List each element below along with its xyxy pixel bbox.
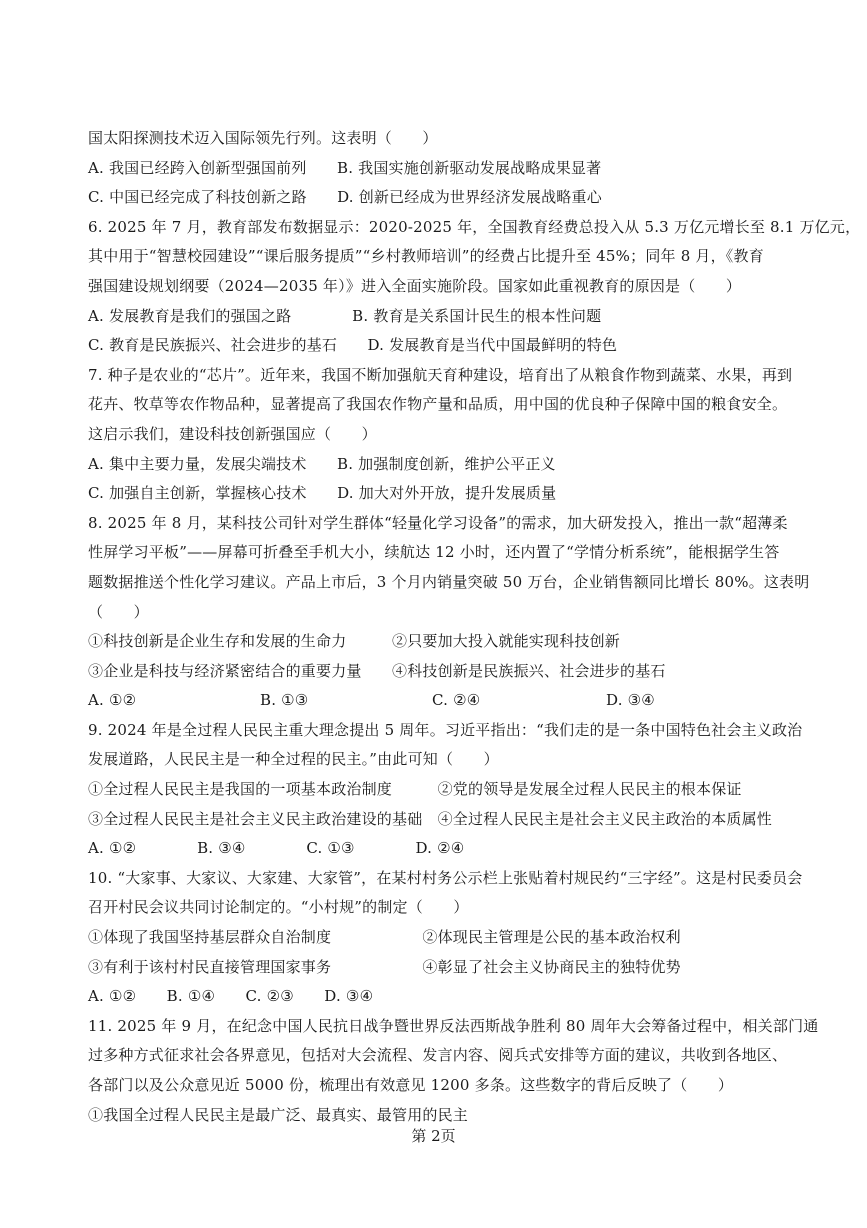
q9-answer-options: A. ①② B. ③④ C. ①③ D. ②④ — [88, 839, 465, 858]
q8-statements-34: ③企业是科技与经济紧密结合的重要力量 ④科技创新是民族振兴、社会进步的基石 — [88, 661, 666, 680]
q10-stem-line-1: 10. “大家事、大家议、大家建、大家管”，在某村村务公示栏上张贴着村规民约“三字经”。这是村民委员会 — [88, 868, 803, 887]
q7-options-ab: A. 集中主要力量，发展尖端技术 B. 加强制度创新，维护公平正义 — [88, 454, 556, 473]
q8-option-a: A. ①② — [88, 691, 137, 710]
q7-stem-line-1: 7. 种子是农业的“芯片”。近年来，我国不断加强航天育种建设，培育出了从粮食作物到蔬菜、水果，再到 — [88, 365, 793, 384]
q6-stem-line-3: 强国建设规划纲要（2024—2035 年）》进入全面实施阶段。国家如此重视教育的原因是（ ） — [88, 276, 742, 295]
q10-answer-options: A. ①② B. ①④ C. ②③ D. ③④ — [88, 987, 374, 1006]
q6-stem-line-1: 6. 2025 年 7 月，教育部发布数据显示：2020-2025 年，全国教育经费总投入从 5.3 万亿元增长至 8.1 万亿元， — [88, 217, 861, 236]
q7-stem-line-3: 这启示我们，建设科技创新强国应（ ） — [88, 424, 377, 443]
q10-statements-12: ①体现了我国坚持基层群众自治制度 ②体现民主管理是公民的基本政治权利 — [88, 928, 681, 947]
q8-option-b: B. ①③ — [260, 691, 309, 710]
q8-stem-line-4: （ ） — [88, 602, 149, 621]
q11-stem-line-2: 过多种方式征求社会各界意见，包括对大会流程、发言内容、阅兵式安排等方面的建议，共收到各地区、 — [88, 1046, 788, 1065]
q5-options-ab: A. 我国已经跨入创新型强国前列 B. 我国实施创新驱动发展战略成果显著 — [88, 158, 602, 177]
q10-stem-line-2: 召开村民会议共同讨论制定的。“小村规”的制定（ ） — [88, 898, 469, 917]
q9-statements-12: ①全过程人民民主是我国的一项基本政治制度 ②党的领导是发展全过程人民民主的根本保证 — [88, 780, 742, 799]
q9-stem-line-2: 发展道路，人民民主是一种全过程的民主。”由此可知（ ） — [88, 750, 499, 769]
page-number: 第 2页 — [411, 1127, 456, 1145]
q11-stem-line-1: 11. 2025 年 9 月，在纪念中国人民抗日战争暨世界反法西斯战争胜利 80 周年大会筹备过程中，相关部门通 — [88, 1016, 819, 1035]
q7-stem-line-2: 花卉、牧草等农作物品种，显著提高了我国农作物产量和品质，用中国的优良种子保障中国的粮食安全。 — [88, 395, 788, 414]
q9-statements-34: ③全过程人民民主是社会主义民主政治建设的基础 ④全过程人民民主是社会主义民主政治的本质属性 — [88, 809, 773, 828]
q6-options-ab: A. 发展教育是我们的强国之路 B. 教育是关系国计民生的根本性问题 — [88, 306, 602, 325]
q8-option-d: D. ③④ — [606, 691, 655, 710]
q10-statements-34: ③有利于该村村民直接管理国家事务 ④彰显了社会主义协商民主的独特优势 — [88, 957, 681, 976]
q5-options-cd: C. 中国已经完成了科技创新之路 D. 创新已经成为世界经济发展战略重心 — [88, 188, 602, 207]
q11-statement-1: ①我国全过程人民民主是最广泛、最真实、最管用的民主 — [88, 1105, 469, 1124]
q8-statements-12: ①科技创新是企业生存和发展的生命力 ②只要加大投入就能实现科技创新 — [88, 632, 621, 651]
q8-stem-line-2: 性屏学习平板”——屏幕可折叠至手机大小，续航达 12 小时，还内置了“学情分析系统”，能根据学生答 — [88, 543, 780, 562]
q8-stem-line-3: 题数据推送个性化学习建议。产品上市后，3 个月内销量突破 50 万台，企业销售额同比增长 80%。这表明 — [88, 572, 810, 591]
q9-stem-line-1: 9. 2024 年是全过程人民民主重大理念提出 5 周年。习近平指出：“我们走的是一条中国特色社会主义政治 — [88, 720, 803, 739]
q8-option-c: C. ②④ — [432, 691, 481, 710]
q5-stem-tail: 国太阳探测技术迈入国际领先行列。这表明（ ） — [88, 129, 438, 147]
q8-answer-options — [88, 686, 788, 716]
q6-stem-line-2: 其中用于“智慧校园建设”“课后服务提质”“乡村教师培训”的经费占比提升至 45%；同年 8 月，《教育 — [88, 247, 764, 266]
q8-stem-line-1: 8. 2025 年 8 月，某科技公司针对学生群体“轻量化学习设备”的需求，加大研发投入，推出一款“超薄柔 — [88, 513, 788, 532]
q11-stem-line-3: 各部门以及公众意见近 5000 份，梳理出有效意见 1200 多条。这些数字的背后反映了（ ） — [88, 1076, 734, 1094]
q6-options-cd: C. 教育是民族振兴、社会进步的基石 D. 发展教育是当代中国最鲜明的特色 — [88, 336, 618, 355]
page-content — [88, 124, 861, 1130]
q7-options-cd: C. 加强自主创新，掌握核心技术 D. 加大对外开放，提升发展质量 — [88, 484, 557, 503]
